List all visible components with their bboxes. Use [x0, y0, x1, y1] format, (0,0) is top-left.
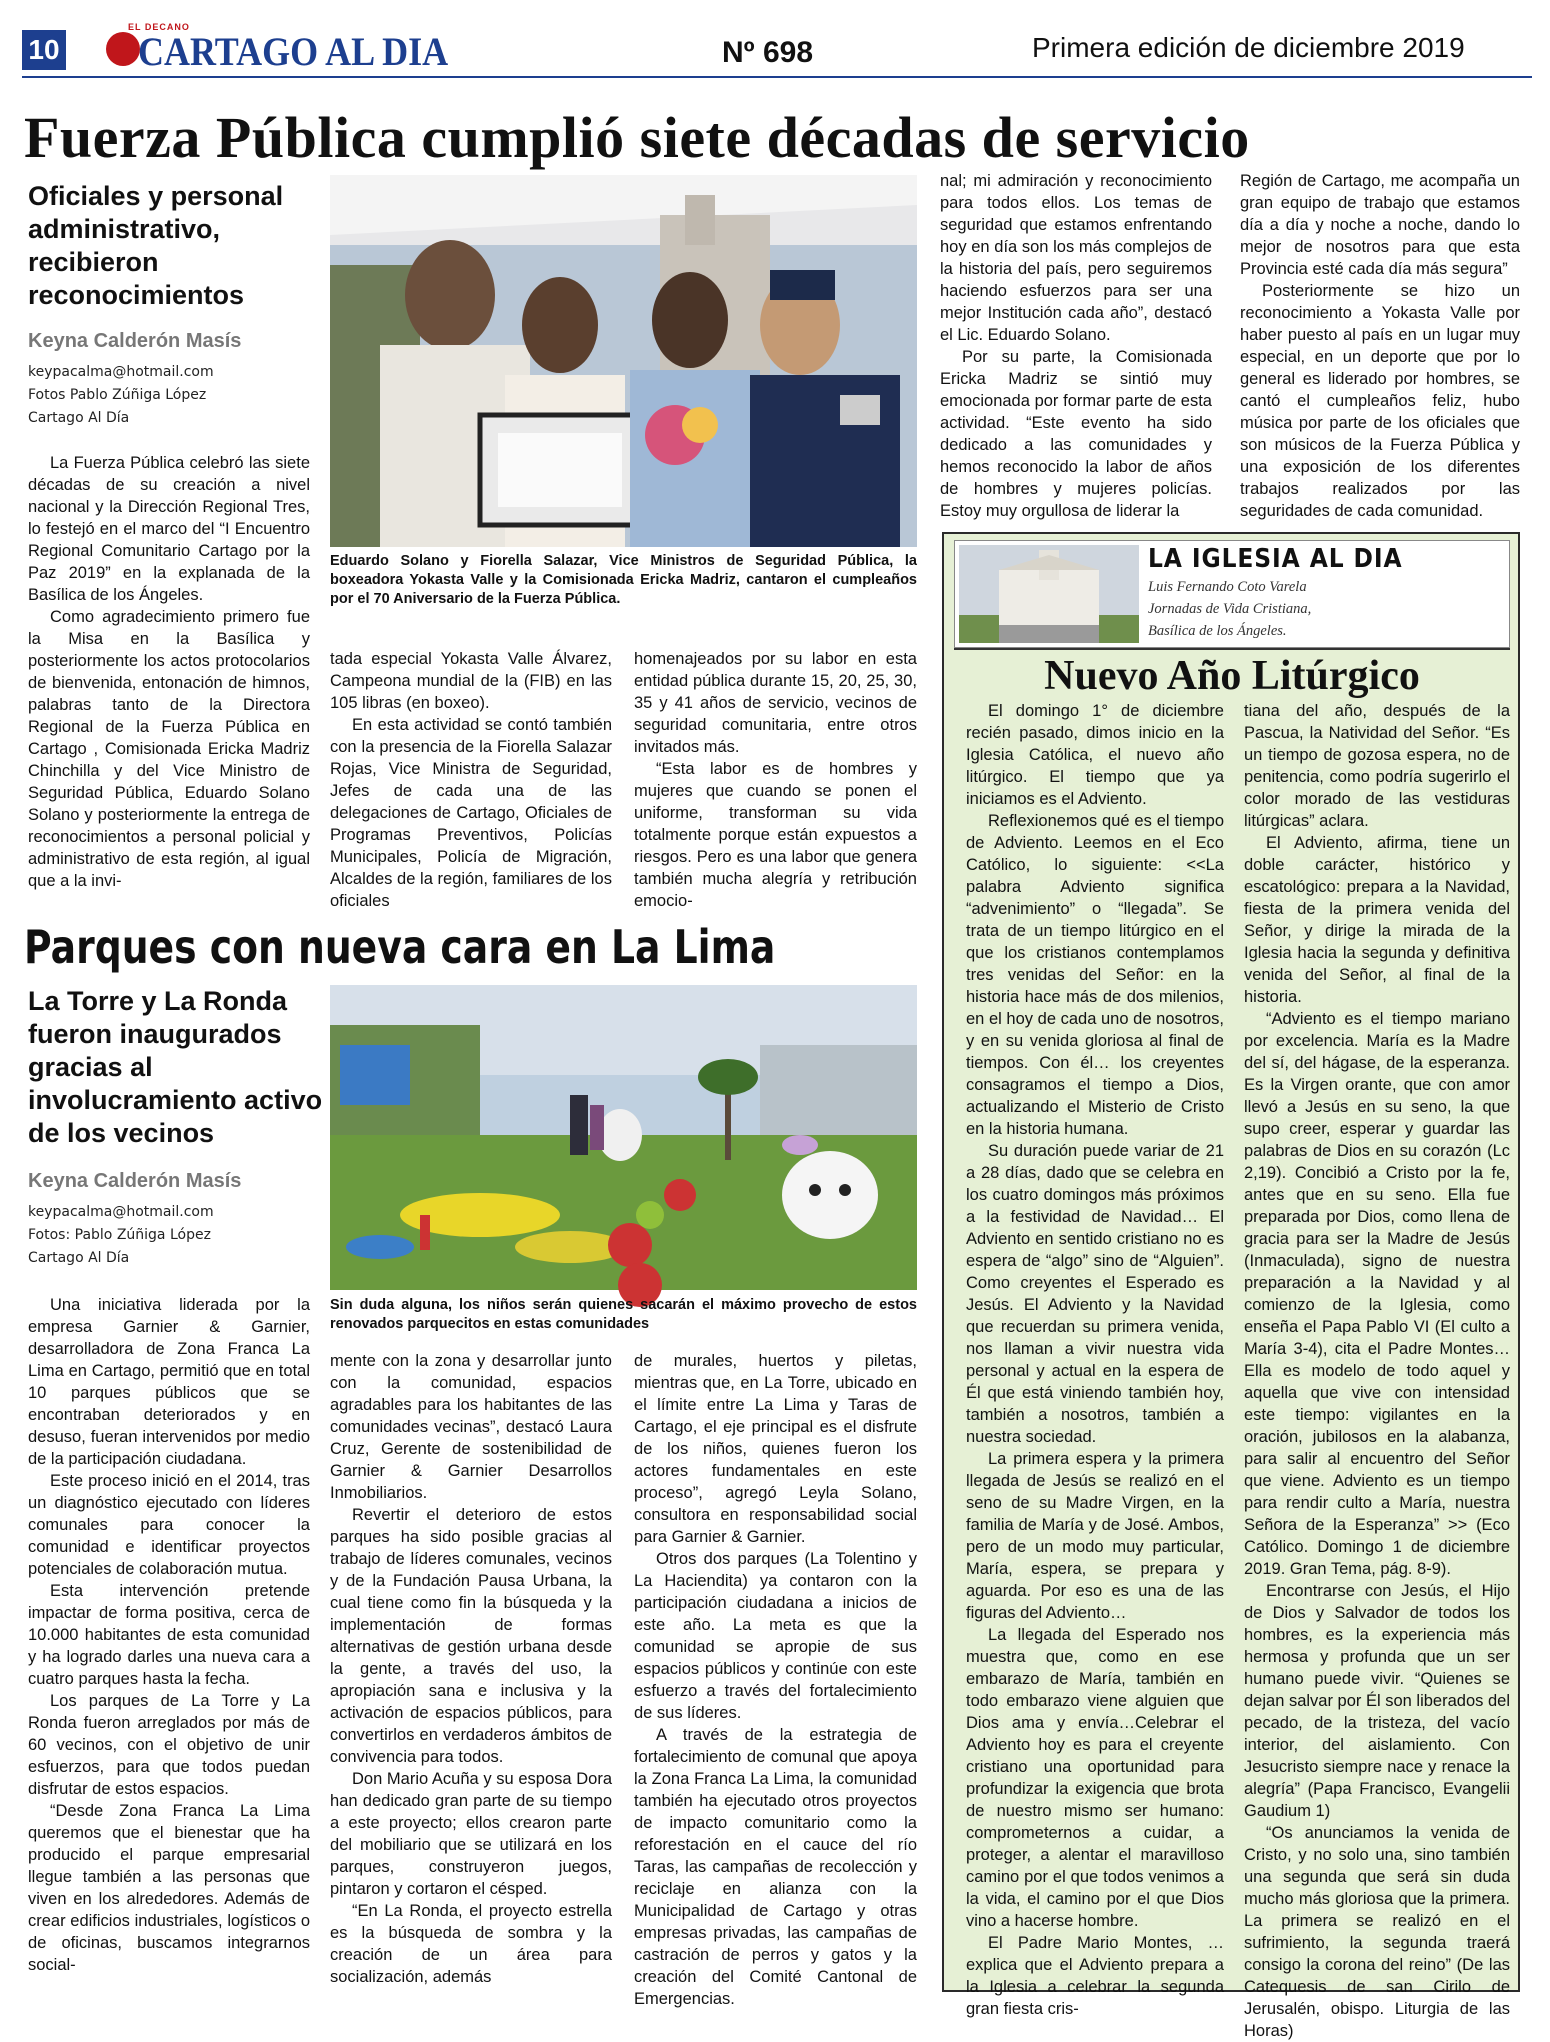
church-author-place: Basílica de los Ángeles.: [1148, 623, 1287, 639]
article1-column-4: [940, 170, 1212, 522]
article2-photo-credit: Fotos: Pablo Zúñiga López: [28, 1227, 211, 1243]
article2-subhead: La Torre y La Ronda fueron inaugurados gracias al involucramiento activo de los vecinos: [28, 986, 323, 1148]
paragraph: La primera espera y la primera llegada de Jesús se realizó en el seno de su Madre Virgen, en la familia de María y de José. Ambos, pero de un modo muy particular, María, espera, se prepara y aguarda. Por eso es una de las figuras del Adviento…: [966, 1450, 1224, 1622]
article2-column-2: [330, 1350, 612, 1988]
article1-photo-credit: Fotos Pablo Zúñiga López: [28, 387, 207, 403]
newspaper-logo: [68, 22, 449, 74]
church-section-title: LA IGLESIA AL DIA: [1148, 544, 1403, 574]
paragraph: Don Mario Acuña y su esposa Dora han dedicado gran parte de su tiempo a este proyecto; ellos crearon parte del mobiliario que se utilizará en los parques, construyeron juegos, pintaron y cortaron el césped.: [330, 1770, 612, 1898]
basilica-photo-icon: [959, 545, 1139, 643]
paragraph: Revertir el deterioro de estos parques ha sido posible gracias al trabajo de líderes comunales, vecinos y de la Fundación Pausa Urbana, la cual tiene como fin la búsqueda y la implementación de formas alternativas de gestión urbana desde la gente, a través del uso, la apropiación sana e inclusiva y la activación de espacios públicos, para convertirlos en verdaderos ámbitos de convivencia para todos.: [330, 1506, 612, 1766]
paragraph: Esta intervención pretende impactar de forma positiva, cerca de 10.000 habitantes de esta comunidad y ha logrado darles una nueva cara a cuatro parques hasta la fecha.: [28, 1582, 310, 1688]
article1-column-5: [1240, 170, 1520, 522]
paragraph: Una iniciativa liderada por la empresa Garnier & Garnier, desarrolladora de Zona Franca La Lima en Cartago, permitió que en total 10 parques públicos que se encontraban deteriorados y en desuso, fueran intervenidos por medio de la participación ciudadana.: [28, 1296, 310, 1468]
church-author-org: Jornadas de Vida Cristiana,: [1148, 601, 1312, 617]
article2-publication: Cartago Al Día: [28, 1250, 130, 1266]
church-author-block: [1148, 576, 1311, 642]
church-column-1: [966, 700, 1224, 2020]
paragraph: tada especial Yokasta Valle Álvarez, Campeona mundial de la (FIB) en las 105 libras (en boxeo).: [330, 650, 612, 712]
article2-email: keypacalma@hotmail.com: [28, 1204, 214, 1220]
masthead: [22, 22, 1532, 74]
paragraph: La Fuerza Pública celebró las siete décadas de su creación a nivel nacional y la Dirección Regional Tres, lo festejó en el marco del “I Encuentro Regional Comunitario Cartago por la Paz 2019” en la explanada de la Basílica de los Ángeles.: [28, 454, 310, 604]
page-number: 10: [22, 30, 66, 70]
article2-photo-caption: Sin duda alguna, los niños serán quienes sacarán el máximo provecho de estos renovados parquecitos en estas comunidades: [330, 1297, 917, 1332]
article2-column-3: [634, 1350, 917, 2010]
paragraph: nal; mi admiración y reconocimiento para todos ellos. Los temas de seguridad que estamos enfrentando hoy en día son los más complejos de la historia del país, pero seguiremos haciendo esfuerzos para ser una mejor Institución cada año”, destacó el Lic. Eduardo Solano.: [940, 172, 1212, 344]
paragraph: El domingo 1° de diciembre recién pasado, dimos inicio en la Iglesia Católica, el nuevo año litúrgico. El tiempo que ya iniciamos es el Adviento.: [966, 702, 1224, 808]
logo-tagline: EL DECANO: [128, 22, 190, 32]
church-author: Luis Fernando Coto Varela: [1148, 579, 1307, 595]
paragraph: “Desde Zona Franca La Lima queremos que el bienestar que ha producido el parque empresarial llegue también a las personas que viven en los alrededores. Además de crear edificios industriales, logísticos o de oficinas, buscamos integrarnos social-: [28, 1802, 310, 1974]
paragraph: “Esta labor es de hombres y mujeres que cuando se ponen el uniforme, transforman su vida totalmente porque están expuestos a riesgos. Pero es una labor que genera también mucha alegría y retribución emocio-: [634, 760, 917, 910]
paragraph: Su duración puede variar de 21 a 28 días, dado que se celebra en los cuatro domingos más próximos a la festividad de Navidad… El Adviento en sentido cristiano no es espera de “algo” sino de “Alguien”. Como creyentes el Esperado es Jesús. El Adviento y la Navidad que recuerdan su primera venida, nos llaman a vivir nuestra vida personal y actual en la espera de Él que está viniendo también hoy, también a nosotros, también a nuestra sociedad.: [966, 1142, 1224, 1446]
paragraph: En esta actividad se contó también con la presencia de la Fiorella Salazar Rojas, Vice Ministra de Seguridad, Jefes de cada una de las delegaciones de Cartago, Oficiales de Programas Preventivos, Policías Municipales, Policía de Migración, Alcaldes de la región, familiares de los oficiales: [330, 716, 612, 910]
logo-mark-icon: [106, 32, 140, 66]
paragraph: El Padre Mario Montes, … explica que el Adviento prepara a la Iglesia a celebrar la segunda gran fiesta cris-: [966, 1934, 1224, 2018]
article1-headline: Fuerza Pública cumplió siete décadas de servicio: [24, 105, 1250, 170]
article2-column-1: [28, 1294, 310, 1976]
paragraph: homenajeados por su labor en esta entidad pública durante 15, 20, 25, 30, 35 y 41 años de servicio, vecinos de seguridad comunitaria, entre otros invitados más.: [634, 650, 917, 756]
paragraph: “En La Ronda, el proyecto estrella es la búsqueda de sombra y la creación de un área para socialización, además: [330, 1902, 612, 1986]
article1-author: Keyna Calderón Masís: [28, 330, 242, 352]
paragraph: “Adviento es el tiempo mariano por excelencia. María es la Madre del sí, del hágase, de la esperanza. Es la Virgen orante, que con amor llevó a Jesús en su seno, la que supo creer, esperar y guardar las palabras de Dios en su corazón (Lc 2,19). Concibió a Cristo por la fe, antes que en su seno. Ella fue preparada por Dios, como llena de gracia para ser la Madre de Jesús (Inmaculada), signo de nuestra preparación a la Navidad y al comienzo de la Iglesia, como enseña el Papa Pablo VI (El culto a María 3-4), cita el Padre Montes…Ella es modelo de todo aquel y aquella que vive con intensidad este tiempo: vigilantes en la oración, jubilosos en la alabanza, para salir al encuentro del Señor que viene. Adviento es un tiempo para rendir culto a María, nuestra Señora de la Esperanza” >> (Eco Católico. Domingo 1 de diciembre 2019. Gran Tema, pág. 8-9).: [1244, 1010, 1510, 1578]
article1-photo-caption: Eduardo Solano y Fiorella Salazar, Vice Ministros de Seguridad Pública, la boxeadora Yokasta Valle y la Comisionada Ericka Madriz, cantaron el cumpleaños por el 70 Aniversario de la Fuerza Pública.: [330, 553, 917, 607]
article2-photo: [330, 985, 917, 1290]
masthead-rule: [22, 76, 1532, 78]
paragraph: Región de Cartago, me acompaña un gran equipo de trabajo que estamos día a día y noche a noche, dando lo mejor de nosotros para que esta Provincia esté cada día más segura”: [1240, 172, 1520, 278]
article1-column-2: [330, 648, 612, 912]
paragraph: A través de la estrategia de fortalecimiento de comunal que apoya la Zona Franca La Lima, la comunidad también ha ejecutado otros proyectos de impacto comunitario como la reforestación en el cauce del río Taras, las campañas de recolección y reciclaje en alianza con la Municipalidad de Cartago y otras empresas privadas, las campañas de castración de perros y gatos y la creación del Comité Cantonal de Emergencias.: [634, 1726, 917, 2008]
church-headline: Nuevo Año Litúrgico: [1044, 653, 1420, 699]
church-header-rule: [954, 648, 1510, 650]
paragraph: El Adviento, afirma, tiene un doble carácter, histórico y escatológico: prepara a la Navidad, fiesta de la primera venida del Señor, y dirige la mirada de la Iglesia hacia la segunda y definitiva venida del Señor, al final de la historia.: [1244, 834, 1510, 1006]
article1-column-3: [634, 648, 917, 912]
paragraph: Otros dos parques (La Tolentino y La Haciendita) ya contaron con la participación ciudadana a inicios de este año. La meta es que la comunidad se apropie de sus espacios públicos y continúe con este esfuerzo a través del fortalecimiento de sus líderes.: [634, 1550, 917, 1722]
paragraph: Como agradecimiento primero fue la Misa en la Basílica y posteriormente los actos protocolarios de bienvenida, entonación de himnos, palabras tanto de la Directora Regional de la Fuerza Pública en Cartago , Comisionada Ericka Madriz Chinchilla y del Vice Ministro de Seguridad Pública, Eduardo Solano Solano y posteriormente la entrega de reconocimientos a personal policial y administrativo de esta región, al igual que a la invi-: [28, 608, 310, 890]
article1-photo: [330, 175, 917, 547]
logo-text: CARTAGO AL DIA: [138, 29, 449, 74]
article1-byline: [28, 330, 328, 430]
ceremony-photo-illustration: [330, 175, 917, 547]
paragraph: Este proceso inició en el 2014, tras un diagnóstico ejecutado con líderes comunales para conocer la comunidad e identificar proyectos potenciales de colaboración mutua.: [28, 1472, 310, 1578]
issue-number: Nº 698: [722, 36, 814, 69]
paragraph: Por su parte, la Comisionada Ericka Madriz se sintió muy emocionada por formar parte de esta actividad. “Este evento ha sido dedicado a las comunidades y hemos reconocido la labor de años de hombres y mujeres policías. Estoy muy orgullosa de liderar la: [940, 348, 1212, 520]
paragraph: Encontrarse con Jesús, el Hijo de Dios y Salvador de todos los hombres, es la experiencia más hermosa y profunda que un ser humano puede vivir. “Quienes se dejan salvar por Él son liberados del pecado, de la tristeza, del vacío interior, del aislamiento. Con Jesucristo siempre nace y renace la alegría” (Papa Francisco, Evangelii Gaudium 1): [1244, 1582, 1510, 1820]
article2-headline: Parques con nueva cara en La Lima: [24, 920, 776, 974]
paragraph: tiana del año, después de la Pascua, la Natividad del Señor. “Es un tiempo de gozosa espera, no de penitencia, como podría sugerirlo el color morado de las vestiduras litúrgicas” aclara.: [1244, 702, 1510, 830]
article2-byline: [28, 1170, 328, 1270]
park-photo-illustration: [330, 985, 917, 1290]
article1-email: keypacalma@hotmail.com: [28, 364, 214, 380]
paragraph: Reflexionemos qué es el tiempo de Adviento. Leemos en el Eco Católico, lo siguiente: <<La palabra Adviento significa “advenimiento” o “llegada”. Se trata de un tiempo litúrgico en el que los cristianos contemplamos tres venidas del Señor: en la historia hace más de dos milenios, en el hoy de cada uno de nosotros, y en su venida gloriosa al final de tiempos. Con él… los creyentes consagramos el tiempo a Dios, actualizando el Misterio de Cristo en la historia humana.: [966, 812, 1224, 1138]
paragraph: mente con la zona y desarrollar junto con la comunidad, espacios agradables para los habitantes de las comunidades vecinas”, destacó Laura Cruz, Gerente de sostenibilidad de Garnier & Garnier Desarrollos Inmobiliarios.: [330, 1352, 612, 1502]
paragraph: Los parques de La Torre y La Ronda fueron arreglados por más de 60 vecinos, con el objetivo de unir esfuerzos, para que todos puedan disfrutar de estos espacios.: [28, 1692, 310, 1798]
article1-column-1: [28, 452, 310, 892]
paragraph: La llegada del Esperado nos muestra que, como en ese embarazo de María, también en todo embarazo viene alguien que Dios ama y envía…Celebrar el Adviento hoy es para el creyente cristiano una oportunidad para profundizar la exigencia que brota de nuestro mismo ser humano: comprometernos a cuidar, a proteger, a alentar el maravilloso camino por el que todos venimos a la vida, el camino por el que Dios vino a hacerse hombre.: [966, 1626, 1224, 1930]
paragraph: Posteriormente se hizo un reconocimiento a Yokasta Valle por haber puesto al país en un lugar muy especial, en un deporte que por lo general es liderado por hombres, se cantó el cumpleaños feliz, hubo música por parte de los oficiales que son músicos de la Fuerza Pública y una exposición de los diferentes trabajos realizados por las seguridades de cada comunidad.: [1240, 282, 1520, 520]
article1-subhead: Oficiales y personal administrativo, recibieron reconocimientos: [28, 181, 284, 310]
church-column-2: [1244, 700, 1510, 2042]
paragraph: de murales, huertos y piletas, mientras que, en La Torre, ubicado en el límite entre La Lima y Taras de Cartago, el eje principal es el disfrute de los niños, quienes fueron los actores fundamentales en este proceso”, agregó Leyla Solano, consultora en responsabilidad social para Garnier & Garnier.: [634, 1352, 917, 1546]
edition-date: Primera edición de diciembre 2019: [1032, 32, 1465, 63]
article1-publication: Cartago Al Día: [28, 410, 130, 426]
paragraph: “Os anunciamos la venida de Cristo, y no solo una, sino también una segunda que será sin duda mucho más gloriosa que la primera. La primera se realizó en el sufrimiento, la segunda traerá consigo la corona del reino” (De las Catequesis de san Cirilo de Jerusalén, obispo. Liturgia de las Horas): [1244, 1824, 1510, 2040]
article2-author: Keyna Calderón Masís: [28, 1170, 242, 1192]
